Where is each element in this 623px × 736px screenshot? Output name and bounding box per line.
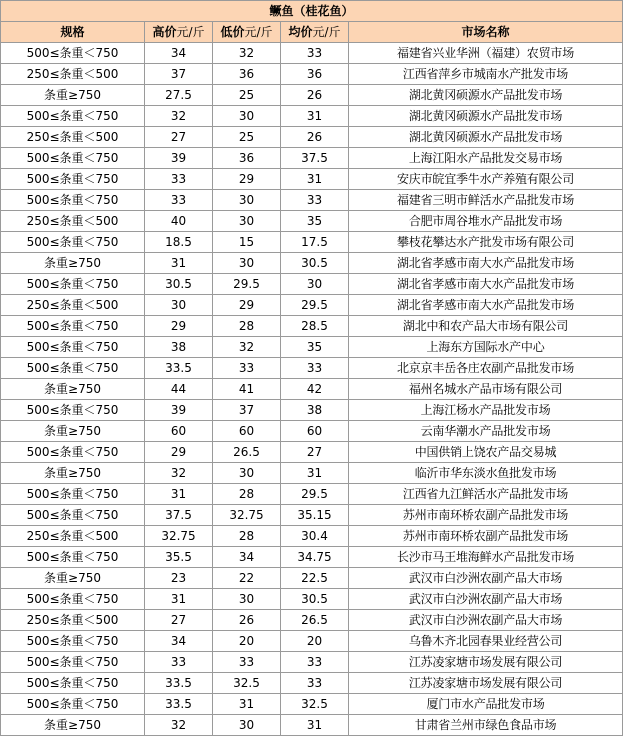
cell-avg: 22.5 — [281, 568, 349, 589]
cell-high: 39 — [145, 148, 213, 169]
cell-market: 湖北黄冈硕源水产品批发市场 — [349, 127, 623, 148]
table-row — [1, 400, 623, 421]
cell-high: 33 — [145, 190, 213, 211]
table-title: 鳜鱼（桂花鱼） — [1, 1, 623, 22]
header-low-unit: 元/斤 — [244, 25, 273, 39]
cell-spec: 500≤条重＜750 — [1, 652, 145, 673]
cell-market: 江西省九江鲜活水产品批发市场 — [349, 484, 623, 505]
cell-spec: 条重≥750 — [1, 85, 145, 106]
cell-spec: 500≤条重＜750 — [1, 694, 145, 715]
table-row — [1, 85, 623, 106]
table-row — [1, 274, 623, 295]
table-row — [1, 715, 623, 736]
cell-spec: 条重≥750 — [1, 463, 145, 484]
cell-market: 厦门市水产品批发市场 — [349, 694, 623, 715]
cell-spec: 500≤条重＜750 — [1, 484, 145, 505]
table-row — [1, 526, 623, 547]
cell-high: 27 — [145, 610, 213, 631]
cell-high: 23 — [145, 568, 213, 589]
cell-low: 30 — [213, 106, 281, 127]
header-low-label: 低价 — [220, 25, 245, 39]
cell-high: 34 — [145, 43, 213, 64]
cell-spec: 500≤条重＜750 — [1, 505, 145, 526]
table-row — [1, 484, 623, 505]
cell-avg: 35 — [281, 211, 349, 232]
table-row — [1, 589, 623, 610]
table-row — [1, 127, 623, 148]
table-row — [1, 337, 623, 358]
cell-spec: 250≤条重＜500 — [1, 127, 145, 148]
cell-market: 北京京丰岳各庄农副产品批发市场 — [349, 358, 623, 379]
cell-low: 32.5 — [213, 673, 281, 694]
cell-high: 29 — [145, 442, 213, 463]
cell-low: 32 — [213, 337, 281, 358]
cell-low: 31 — [213, 694, 281, 715]
header-avg — [281, 22, 349, 43]
cell-market: 长沙市马王堆海鲜水产品批发市场 — [349, 547, 623, 568]
cell-low: 37 — [213, 400, 281, 421]
cell-high: 60 — [145, 421, 213, 442]
cell-low: 30 — [213, 463, 281, 484]
cell-low: 29.5 — [213, 274, 281, 295]
cell-high: 30 — [145, 295, 213, 316]
cell-high: 32 — [145, 463, 213, 484]
cell-market: 湖北省孝感市南大水产品批发市场 — [349, 253, 623, 274]
cell-market: 上海东方国际水产中心 — [349, 337, 623, 358]
cell-low: 20 — [213, 631, 281, 652]
table-row — [1, 442, 623, 463]
table-row — [1, 463, 623, 484]
cell-low: 29 — [213, 169, 281, 190]
cell-avg: 32.5 — [281, 694, 349, 715]
cell-market: 江苏凌家塘市场发展有限公司 — [349, 673, 623, 694]
table-row — [1, 652, 623, 673]
header-high — [145, 22, 213, 43]
cell-high: 31 — [145, 589, 213, 610]
cell-low: 30 — [213, 715, 281, 736]
cell-spec: 500≤条重＜750 — [1, 232, 145, 253]
table-row — [1, 232, 623, 253]
cell-avg: 30.5 — [281, 253, 349, 274]
cell-low: 41 — [213, 379, 281, 400]
cell-high: 31 — [145, 253, 213, 274]
cell-avg: 30.4 — [281, 526, 349, 547]
cell-market: 乌鲁木齐北园春果业经营公司 — [349, 631, 623, 652]
table-row — [1, 190, 623, 211]
header-avg-unit: 元/斤 — [312, 25, 341, 39]
cell-spec: 条重≥750 — [1, 421, 145, 442]
cell-low: 29 — [213, 295, 281, 316]
cell-low: 33 — [213, 358, 281, 379]
table-row — [1, 379, 623, 400]
cell-high: 27 — [145, 127, 213, 148]
cell-low: 32 — [213, 43, 281, 64]
cell-low: 34 — [213, 547, 281, 568]
cell-avg: 26.5 — [281, 610, 349, 631]
table-row — [1, 673, 623, 694]
cell-high: 32.75 — [145, 526, 213, 547]
table-row — [1, 295, 623, 316]
cell-avg: 26 — [281, 85, 349, 106]
cell-avg: 30.5 — [281, 589, 349, 610]
cell-avg: 38 — [281, 400, 349, 421]
cell-market: 湖北省孝感市南大水产品批发市场 — [349, 274, 623, 295]
table-row — [1, 253, 623, 274]
table-row — [1, 169, 623, 190]
cell-avg: 37.5 — [281, 148, 349, 169]
cell-low: 28 — [213, 484, 281, 505]
cell-spec: 250≤条重＜500 — [1, 64, 145, 85]
table-row — [1, 64, 623, 85]
cell-avg: 34.75 — [281, 547, 349, 568]
cell-market: 武汉市白沙洲农副产品大市场 — [349, 610, 623, 631]
cell-high: 37.5 — [145, 505, 213, 526]
cell-spec: 500≤条重＜750 — [1, 358, 145, 379]
cell-spec: 500≤条重＜750 — [1, 631, 145, 652]
cell-avg: 28.5 — [281, 316, 349, 337]
cell-avg: 31 — [281, 106, 349, 127]
cell-high: 31 — [145, 484, 213, 505]
cell-market: 福建省三明市鲜活水产品批发市场 — [349, 190, 623, 211]
cell-spec: 250≤条重＜500 — [1, 295, 145, 316]
cell-low: 60 — [213, 421, 281, 442]
cell-market: 苏州市南环桥农副产品批发市场 — [349, 526, 623, 547]
cell-avg: 35 — [281, 337, 349, 358]
cell-spec: 250≤条重＜500 — [1, 610, 145, 631]
cell-spec: 条重≥750 — [1, 379, 145, 400]
cell-avg: 33 — [281, 190, 349, 211]
cell-market: 武汉市白沙洲农副产品大市场 — [349, 568, 623, 589]
table-row — [1, 505, 623, 526]
cell-spec: 500≤条重＜750 — [1, 673, 145, 694]
cell-spec: 500≤条重＜750 — [1, 274, 145, 295]
cell-spec: 条重≥750 — [1, 253, 145, 274]
cell-high: 32 — [145, 106, 213, 127]
cell-market: 湖北省孝感市南大水产品批发市场 — [349, 295, 623, 316]
table-row — [1, 358, 623, 379]
cell-high: 33.5 — [145, 694, 213, 715]
cell-avg: 60 — [281, 421, 349, 442]
cell-avg: 42 — [281, 379, 349, 400]
cell-low: 30 — [213, 190, 281, 211]
cell-high: 44 — [145, 379, 213, 400]
cell-avg: 31 — [281, 169, 349, 190]
cell-high: 34 — [145, 631, 213, 652]
cell-market: 湖北黄冈硕源水产品批发市场 — [349, 106, 623, 127]
cell-spec: 500≤条重＜750 — [1, 337, 145, 358]
cell-avg: 26 — [281, 127, 349, 148]
cell-avg: 35.15 — [281, 505, 349, 526]
cell-low: 36 — [213, 148, 281, 169]
table-row — [1, 211, 623, 232]
cell-low: 15 — [213, 232, 281, 253]
table-row — [1, 421, 623, 442]
cell-high: 32 — [145, 715, 213, 736]
cell-avg: 31 — [281, 463, 349, 484]
cell-market: 福建省兴业华洲（福建）农贸市场 — [349, 43, 623, 64]
cell-market: 上海江杨水产品批发市场 — [349, 400, 623, 421]
cell-high: 33.5 — [145, 358, 213, 379]
table-row — [1, 568, 623, 589]
table-row — [1, 316, 623, 337]
cell-spec: 500≤条重＜750 — [1, 442, 145, 463]
table-row — [1, 106, 623, 127]
cell-spec: 500≤条重＜750 — [1, 148, 145, 169]
cell-low: 30 — [213, 589, 281, 610]
cell-market: 江苏凌家塘市场发展有限公司 — [349, 652, 623, 673]
cell-high: 35.5 — [145, 547, 213, 568]
cell-spec: 500≤条重＜750 — [1, 190, 145, 211]
cell-high: 18.5 — [145, 232, 213, 253]
cell-avg: 33 — [281, 652, 349, 673]
cell-high: 29 — [145, 316, 213, 337]
cell-low: 25 — [213, 85, 281, 106]
cell-avg: 29.5 — [281, 484, 349, 505]
table-row — [1, 610, 623, 631]
cell-avg: 33 — [281, 673, 349, 694]
cell-market: 合肥市周谷堆水产品批发市场 — [349, 211, 623, 232]
cell-avg: 31 — [281, 715, 349, 736]
header-spec: 规格 — [1, 22, 145, 43]
cell-market: 临沂市华东淡水鱼批发市场 — [349, 463, 623, 484]
cell-avg: 33 — [281, 358, 349, 379]
cell-spec: 500≤条重＜750 — [1, 400, 145, 421]
header-high-unit: 元/斤 — [176, 25, 205, 39]
cell-low: 30 — [213, 253, 281, 274]
cell-avg: 36 — [281, 64, 349, 85]
cell-market: 上海江阳水产品批发交易市场 — [349, 148, 623, 169]
cell-market: 攀枝花攀达水产批发市场有限公司 — [349, 232, 623, 253]
header-low — [213, 22, 281, 43]
cell-spec: 500≤条重＜750 — [1, 316, 145, 337]
cell-low: 25 — [213, 127, 281, 148]
cell-avg: 20 — [281, 631, 349, 652]
cell-market: 苏州市南环桥农副产品批发市场 — [349, 505, 623, 526]
cell-spec: 250≤条重＜500 — [1, 211, 145, 232]
cell-avg: 29.5 — [281, 295, 349, 316]
cell-low: 32.75 — [213, 505, 281, 526]
cell-low: 36 — [213, 64, 281, 85]
cell-market: 中国供销上饶农产品交易城 — [349, 442, 623, 463]
cell-spec: 500≤条重＜750 — [1, 106, 145, 127]
cell-market: 武汉市白沙洲农副产品大市场 — [349, 589, 623, 610]
cell-low: 28 — [213, 316, 281, 337]
cell-avg: 17.5 — [281, 232, 349, 253]
table-row — [1, 148, 623, 169]
cell-market: 安庆市皖宜季牛水产养殖有限公司 — [349, 169, 623, 190]
cell-low: 26 — [213, 610, 281, 631]
cell-market: 云南华潮水产品批发市场 — [349, 421, 623, 442]
cell-spec: 500≤条重＜750 — [1, 169, 145, 190]
cell-low: 33 — [213, 652, 281, 673]
cell-market: 湖北中和农产品大市场有限公司 — [349, 316, 623, 337]
cell-spec: 500≤条重＜750 — [1, 43, 145, 64]
cell-high: 33.5 — [145, 673, 213, 694]
cell-high: 33 — [145, 169, 213, 190]
table-body — [1, 43, 623, 736]
cell-low: 26.5 — [213, 442, 281, 463]
cell-avg: 30 — [281, 274, 349, 295]
cell-spec: 500≤条重＜750 — [1, 589, 145, 610]
table-row — [1, 43, 623, 64]
cell-high: 27.5 — [145, 85, 213, 106]
header-avg-label: 均价 — [288, 25, 313, 39]
cell-avg: 27 — [281, 442, 349, 463]
cell-high: 33 — [145, 652, 213, 673]
table-row — [1, 547, 623, 568]
cell-spec: 250≤条重＜500 — [1, 526, 145, 547]
cell-spec: 500≤条重＜750 — [1, 547, 145, 568]
cell-low: 22 — [213, 568, 281, 589]
cell-high: 30.5 — [145, 274, 213, 295]
cell-spec: 条重≥750 — [1, 715, 145, 736]
cell-market: 福州名城水产品市场有限公司 — [349, 379, 623, 400]
cell-high: 39 — [145, 400, 213, 421]
cell-spec: 条重≥750 — [1, 568, 145, 589]
cell-high: 37 — [145, 64, 213, 85]
cell-low: 28 — [213, 526, 281, 547]
cell-high: 40 — [145, 211, 213, 232]
cell-low: 30 — [213, 211, 281, 232]
table-row — [1, 694, 623, 715]
header-high-label: 高价 — [152, 25, 177, 39]
cell-market: 湖北黄冈硕源水产品批发市场 — [349, 85, 623, 106]
cell-high: 38 — [145, 337, 213, 358]
table-row — [1, 631, 623, 652]
cell-market: 甘肃省兰州市绿色食品市场 — [349, 715, 623, 736]
header-market: 市场名称 — [349, 22, 623, 43]
cell-avg: 33 — [281, 43, 349, 64]
cell-market: 江西省萍乡市城南水产批发市场 — [349, 64, 623, 85]
